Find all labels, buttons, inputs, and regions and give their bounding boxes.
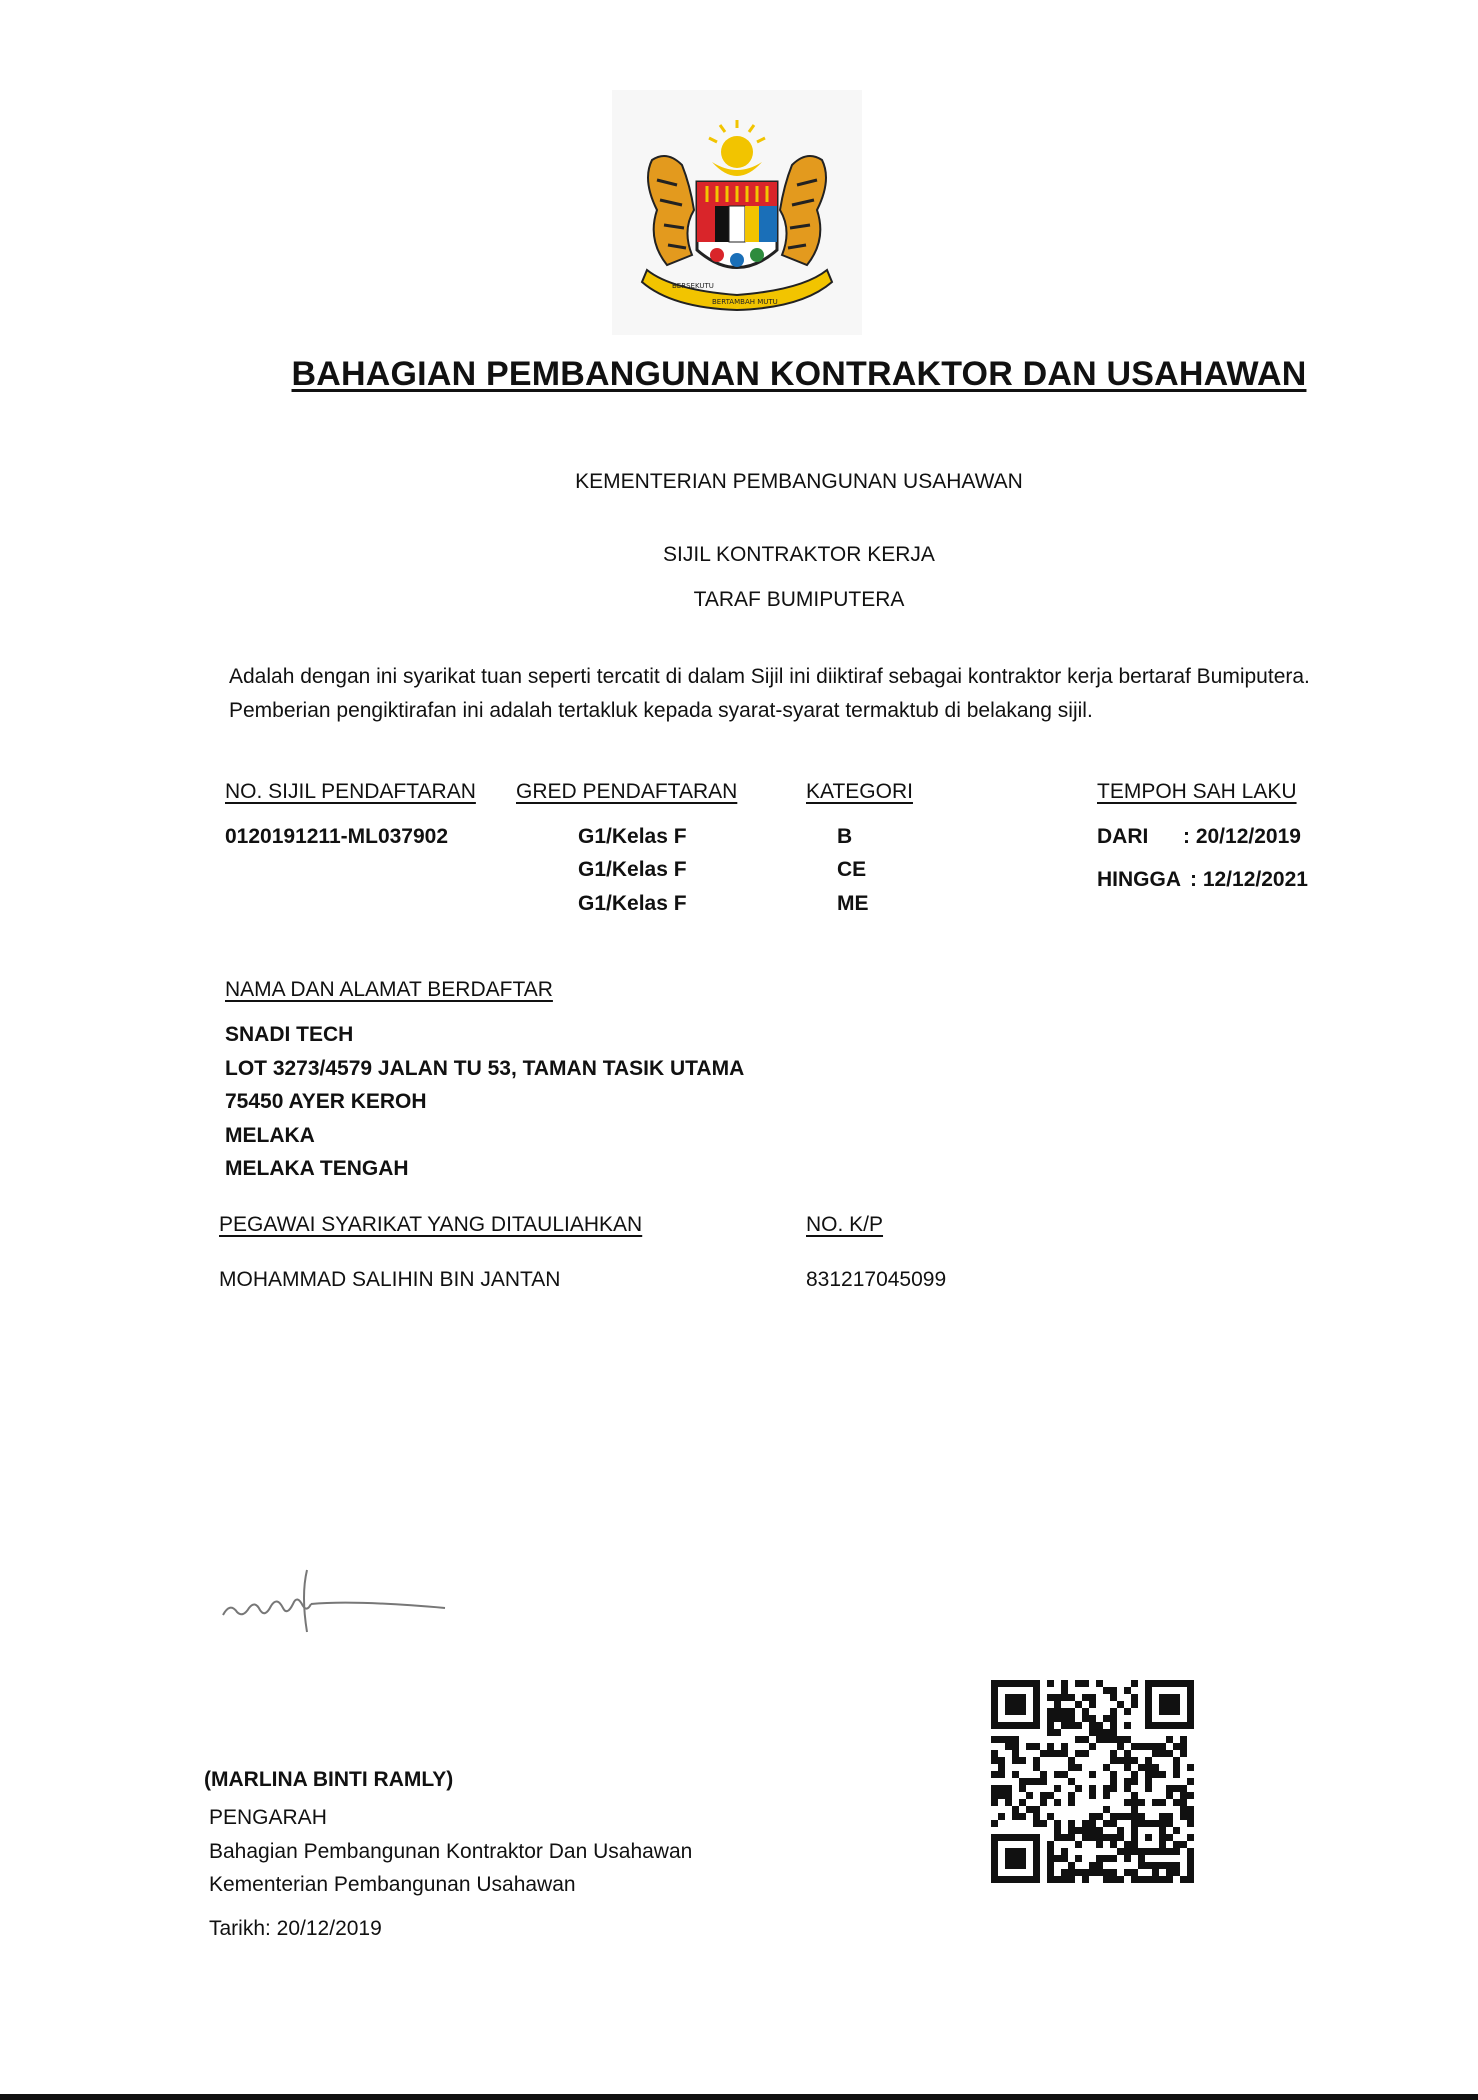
address-line-3: 75450 AYER KEROH	[225, 1090, 427, 1113]
signatory-position: PENGARAH	[209, 1806, 327, 1829]
crest-motto-center: BERTAMBAH MUTU	[712, 298, 778, 306]
ministry-name: KEMENTERIAN PEMBANGUNAN USAHAWAN	[575, 470, 1023, 493]
header-officer-name: PEGAWAI SYARIKAT YANG DITAULIAHKAN	[219, 1213, 643, 1236]
address-line-2: LOT 3273/4579 JALAN TU 53, TAMAN TASIK UTAMA	[225, 1057, 745, 1080]
qr-code	[991, 1680, 1194, 1883]
category-row-1: B	[837, 825, 853, 848]
intro-paragraph: Adalah dengan ini syarikat tuan seperti tercatit di dalam Sijil ini diiktiraf sebagai kontraktor kerja bertaraf Bumiputera. Pemberian pengiktirafan ini adalah tertakluk kepada syarat-syarat termaktub di belakang sijil.	[229, 665, 1310, 722]
signature-image	[215, 1560, 455, 1640]
officer-ic: 831217045099	[806, 1268, 947, 1291]
header-grade: GRED PENDAFTARAN	[516, 780, 738, 803]
header-officer-ic: NO. K/P	[806, 1213, 884, 1236]
crest-icon	[612, 90, 862, 335]
bottom-border	[0, 2094, 1478, 2100]
signatory-ministry: Kementerian Pembangunan Usahawan	[209, 1873, 576, 1896]
signatory-date: Tarikh: 20/12/2019	[209, 1917, 382, 1940]
header-category: KATEGORI	[806, 780, 913, 803]
validity-to-label: HINGGA	[1097, 868, 1181, 891]
grade-row-3: G1/Kelas F	[578, 892, 687, 915]
signatory-division: Bahagian Pembangunan Kontraktor Dan Usahawan	[209, 1840, 693, 1863]
validity-to: : 12/12/2021	[1190, 868, 1308, 891]
address-line-5: MELAKA TENGAH	[225, 1157, 409, 1180]
validity-from: : 20/12/2019	[1183, 825, 1301, 848]
officer-name: MOHAMMAD SALIHIN BIN JANTAN	[219, 1268, 561, 1291]
header-address: NAMA DAN ALAMAT BERDAFTAR	[225, 978, 553, 1001]
header-validity: TEMPOH SAH LAKU	[1097, 780, 1297, 803]
category-row-2: CE	[837, 858, 867, 881]
coat-of-arms	[612, 90, 862, 335]
header-cert-no: NO. SIJIL PENDAFTARAN	[225, 780, 476, 803]
cert-number: 0120191211-ML037902	[225, 825, 449, 848]
grade-row-1: G1/Kelas F	[578, 825, 687, 848]
address-line-1: SNADI TECH	[225, 1023, 354, 1046]
validity-from-label: DARI	[1097, 825, 1149, 848]
category-row-3: ME	[837, 892, 869, 915]
crest-motto-left: BERSEKUTU	[672, 282, 714, 290]
address-line-4: MELAKA	[225, 1124, 315, 1147]
grade-row-2: G1/Kelas F	[578, 858, 687, 881]
certificate-status: TARAF BUMIPUTERA	[693, 588, 905, 611]
certificate-type: SIJIL KONTRAKTOR KERJA	[663, 543, 935, 566]
signatory-name: (MARLINA BINTI RAMLY)	[204, 1768, 454, 1791]
document-title: BAHAGIAN PEMBANGUNAN KONTRAKTOR DAN USAHAWAN	[291, 355, 1307, 393]
